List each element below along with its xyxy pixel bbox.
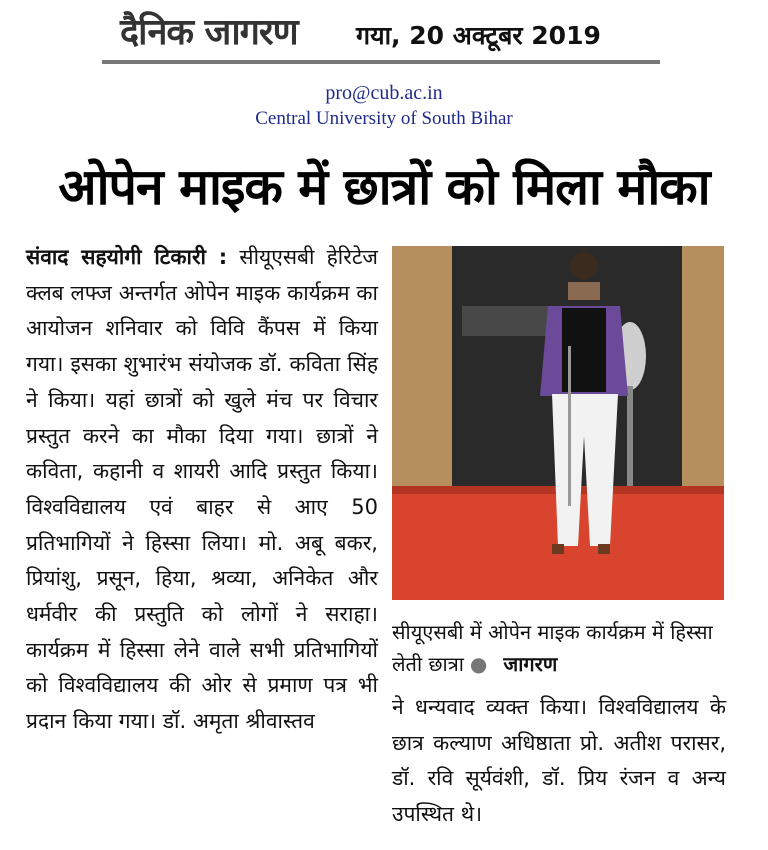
organization-name: Central University of South Bihar: [255, 108, 513, 129]
photo-caption: [392, 616, 732, 680]
article-byline: संवाद सहयोगी टिकारी :: [26, 245, 228, 269]
masthead: [0, 0, 768, 70]
article-body-right: ने धन्यवाद व्यक्त किया। विश्वविद्यालय के छात्र कल्याण अधिष्ठाता प्रो. अतीश परासर, डॉ. रवि सूर्यवंशी, डॉ. प्रिय रंजन व अन्य उपस्थित थे।: [392, 695, 726, 827]
contact-email: pro@cub.ac.in: [325, 82, 443, 104]
photo-credit: जागरण: [503, 652, 558, 676]
dateline: गया, 20 अक्टूबर 2019: [356, 21, 601, 50]
masthead-rule: [102, 60, 660, 64]
article-text-left: सीयूएसबी हेरिटेज क्लब लफ्ज अन्तर्गत ओपेन माइक कार्यक्रम का आयोजन शनिवार को विवि कैंपस में किया गया। इसका शुभारंभ संयोजक डॉ. कविता सिंह ने किया। यहां छात्रों को खुले मंच पर विचार प्रस्तुत करने का मौका दिया गया। छात्रों ने कविता, कहानी व शायरी आदि प्रस्तुत किया। विश्वविद्यालय एवं बाहर से आए 50 प्रतिभागियों ने हिस्सा लिया। मो. अबू बकर, प्रियांशु, प्रसून, हिया, श्रव्या, अनिकेत और धर्मवीर की प्रस्तुति को लोगों ने सराहा। कार्यक्रम में हिस्सा लेने वाले सभी प्रतिभागियों को विश्वविद्यालय की ओर से प्रमाण पत्र भी प्रदान किया गया। डॉ. अमृता श्रीवास्तव: [26, 245, 378, 734]
article-body-left: [26, 240, 378, 740]
article-headline: ओपेन माइक में छात्रों को मिला मौका: [58, 158, 710, 216]
contact-block: [0, 80, 768, 132]
newspaper-name: दैनिक जागरण: [120, 12, 298, 53]
article-photo: [392, 246, 724, 600]
performer-photo-illustration: [392, 246, 724, 600]
photo-caption-text: सीयूएसबी में ओपेन माइक कार्यक्रम में हिस्सा लेती छात्रा: [392, 620, 713, 676]
bullet-icon: ●: [469, 652, 488, 676]
